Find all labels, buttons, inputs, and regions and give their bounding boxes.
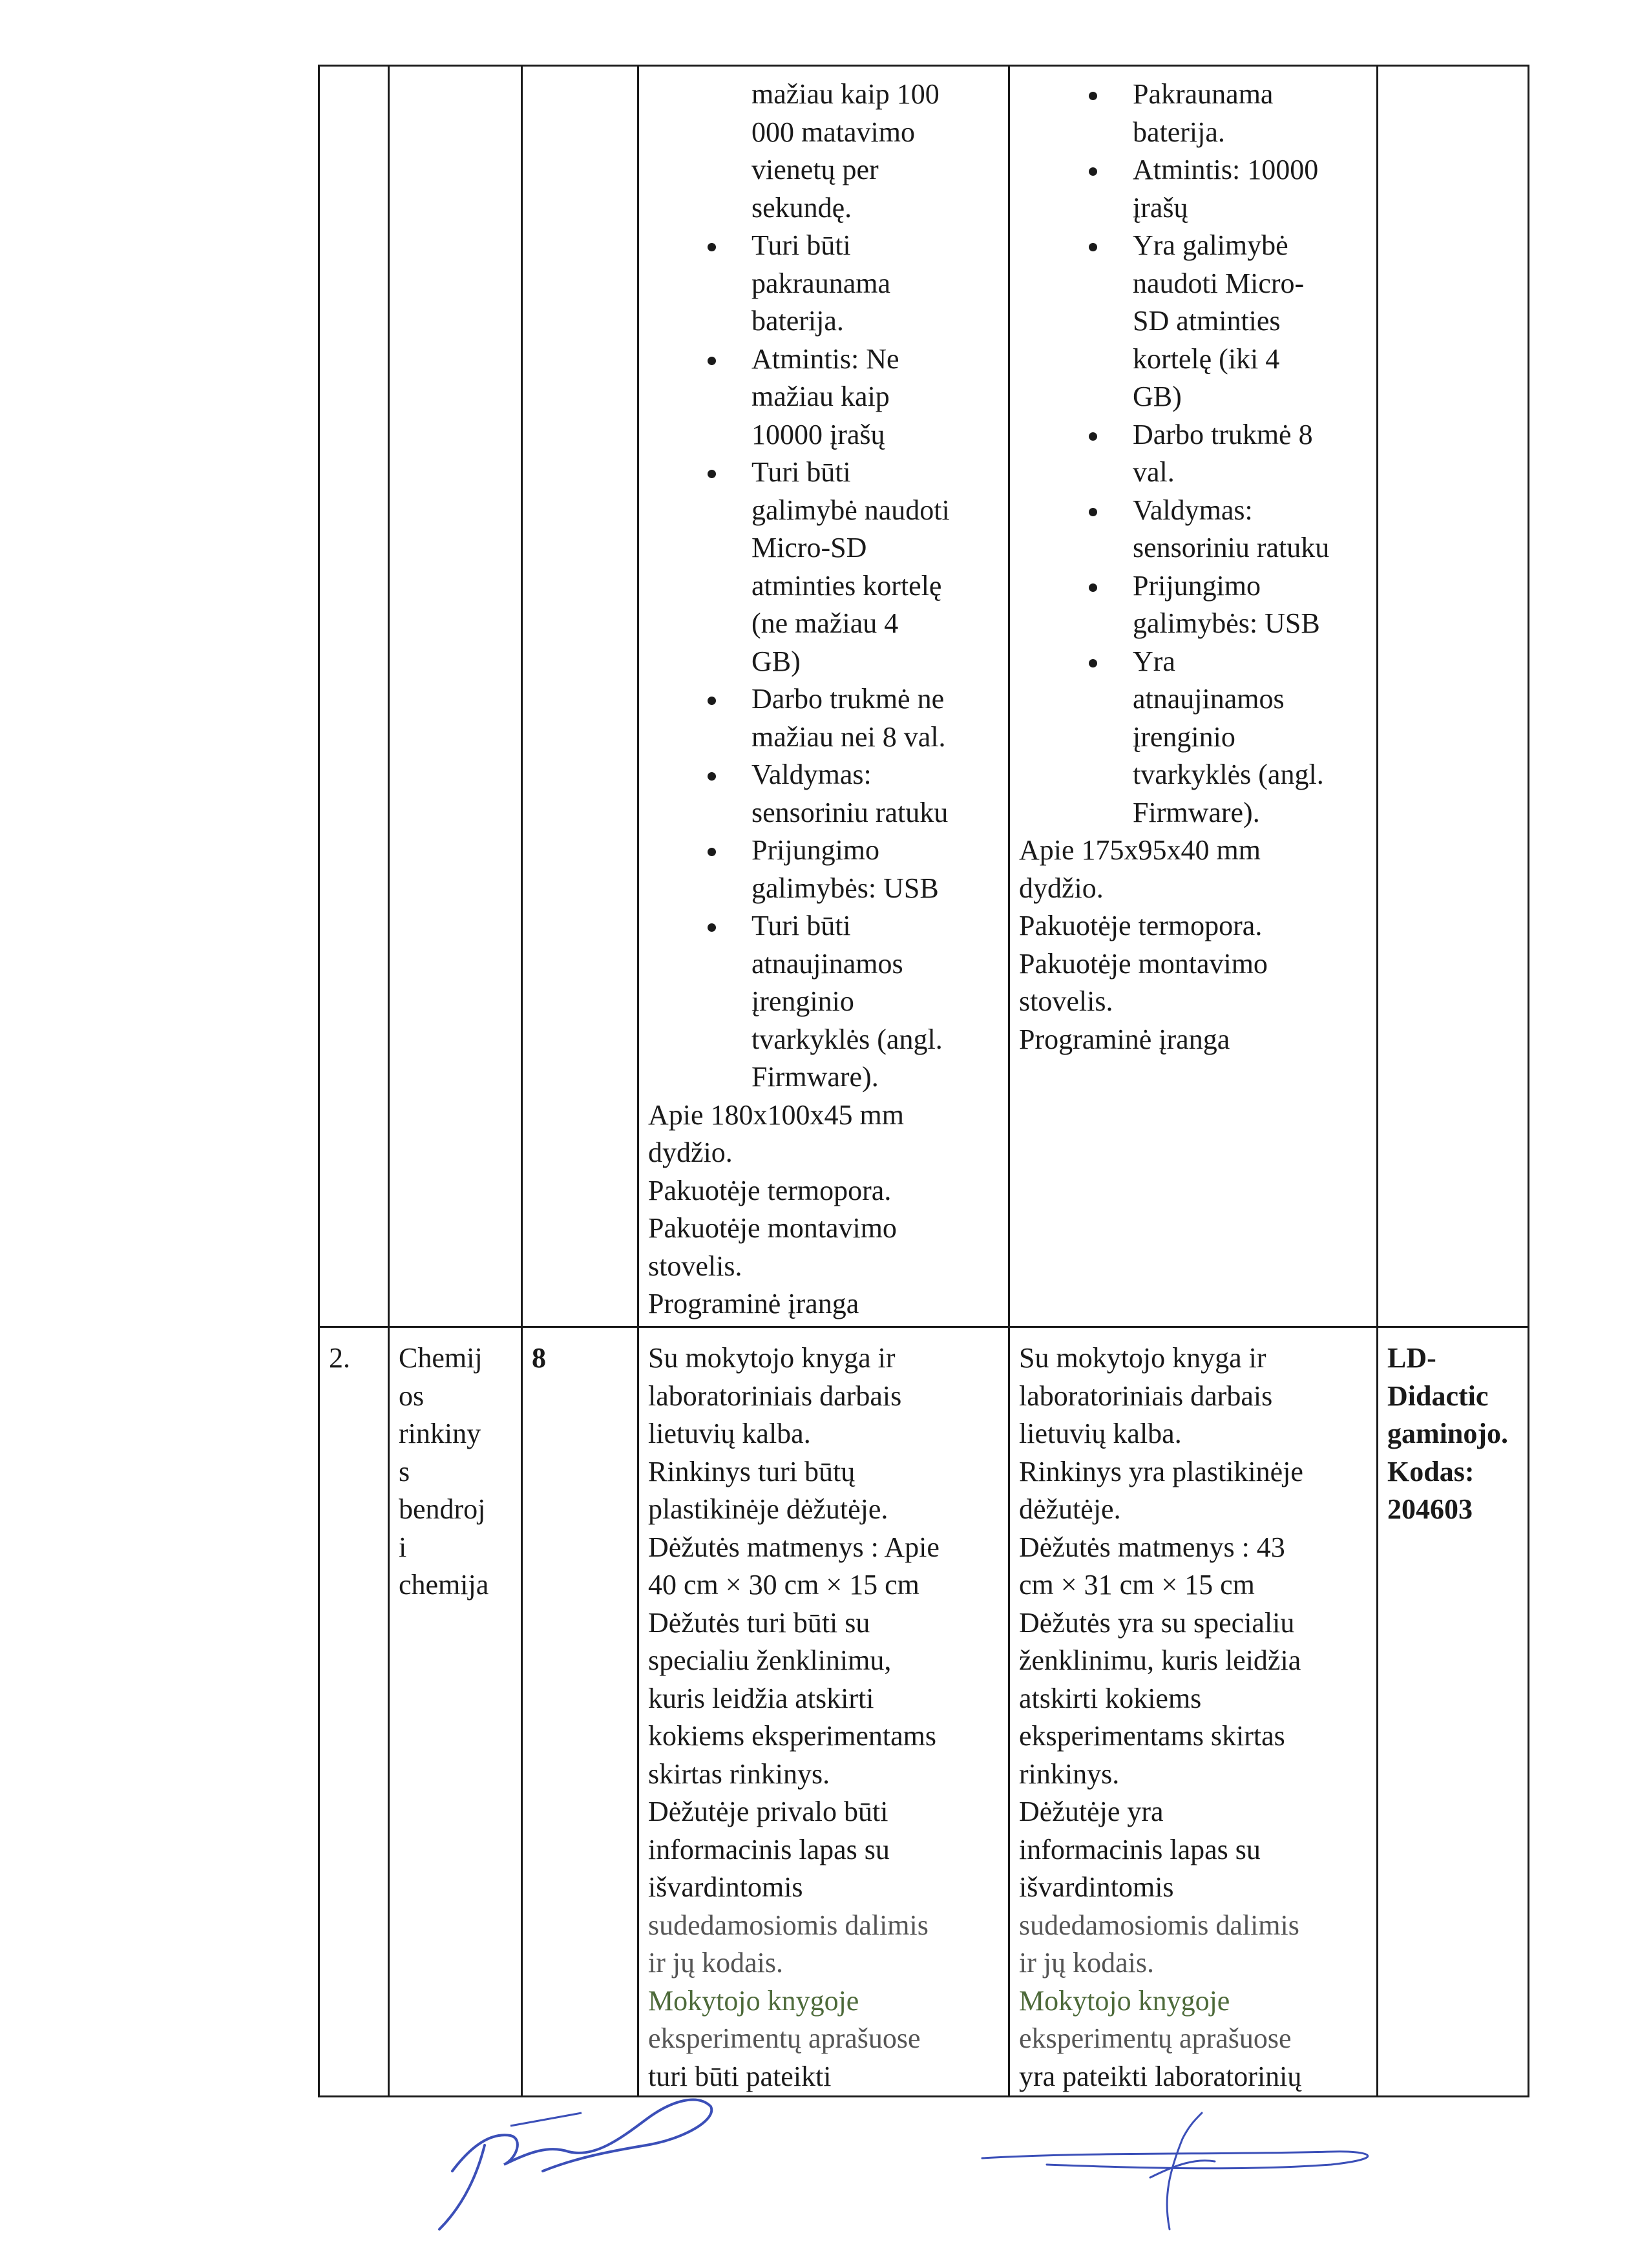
text-line: Apie 180x100x45 mm bbox=[648, 1098, 904, 1131]
text-line: Valdymas: bbox=[751, 759, 872, 790]
text-line: rinkiny bbox=[399, 1418, 481, 1449]
list-item bbox=[1133, 76, 1367, 151]
item-name-cell bbox=[389, 66, 522, 1327]
text-line: ženklinimu, kuris leidžia bbox=[1019, 1644, 1301, 1676]
item-name-cell bbox=[389, 1327, 522, 2097]
text-line: informacinis lapas su bbox=[648, 1833, 890, 1865]
text-line: SD atminties bbox=[1133, 305, 1281, 337]
text-line: eksperimentams skirtas bbox=[1019, 1720, 1285, 1752]
quantity-value: 8 bbox=[532, 1342, 546, 1374]
text-line: Pakuotėje montavimo bbox=[1019, 947, 1268, 980]
offer-bullet-list bbox=[1019, 76, 1367, 832]
text-line: atskirti kokiems bbox=[1019, 1682, 1202, 1714]
text-line: yra pateikti laboratorinių bbox=[1019, 2060, 1302, 2092]
text-line: bendroj bbox=[399, 1493, 486, 1525]
text-line: LD-Didactic bbox=[1387, 1342, 1489, 1412]
text-line: informacinis lapas su bbox=[1019, 1833, 1261, 1865]
text-line: 40 cm × 30 cm × 15 cm bbox=[648, 1569, 919, 1601]
text-line: Dėžutės matmenys : Apie bbox=[648, 1531, 940, 1563]
requirements-cell bbox=[638, 66, 1009, 1327]
text-line: galimybės: USB bbox=[751, 872, 939, 904]
list-item bbox=[1133, 567, 1367, 643]
text-line: pakraunama bbox=[751, 267, 890, 299]
text-line: Pakuotėje termopora. bbox=[1019, 910, 1263, 941]
list-item bbox=[751, 227, 999, 341]
quantity-cell bbox=[522, 66, 638, 1327]
text-line: plastikinėje dėžutėje. bbox=[648, 1493, 888, 1525]
text-line: Dėžutėje yra bbox=[1019, 1796, 1164, 1827]
row-number-cell bbox=[319, 66, 389, 1327]
text-line: Dėžutės yra su specialiu bbox=[1019, 1606, 1295, 1639]
table-row bbox=[319, 1327, 1529, 2097]
text-line: mažiau kaip 100 bbox=[751, 78, 940, 110]
text-line: Rinkinys turi būtų bbox=[648, 1455, 856, 1487]
text-line: Pakuotėje montavimo bbox=[648, 1212, 897, 1244]
text-line: tvarkyklės (angl. bbox=[1133, 759, 1324, 790]
text-line: (ne mažiau 4 bbox=[751, 607, 899, 639]
text-line: laboratoriniais darbais bbox=[1019, 1380, 1273, 1412]
list-item bbox=[751, 454, 999, 680]
text-line: sekundę. bbox=[751, 191, 852, 224]
text-line: Dėžutėje privalo būti bbox=[648, 1796, 888, 1827]
quantity-cell bbox=[522, 1327, 638, 2097]
text-line: os bbox=[399, 1380, 425, 1412]
text-line: lietuvių kalba. bbox=[1019, 1418, 1182, 1449]
text-line: i bbox=[399, 1531, 407, 1563]
list-item bbox=[751, 341, 999, 454]
specification-table bbox=[318, 65, 1529, 2097]
list-item bbox=[1133, 643, 1367, 832]
text-line: baterija. bbox=[1133, 116, 1225, 148]
text-line: Mokytojo knygoje bbox=[1019, 1984, 1230, 2017]
text-line: Dėžutės matmenys : 43 bbox=[1019, 1531, 1285, 1563]
text-line: Darbo trukmė ne bbox=[751, 683, 945, 715]
list-item bbox=[751, 756, 999, 832]
text-line: Apie 175x95x40 mm bbox=[1019, 834, 1261, 866]
text-line: atnaujinamos bbox=[1133, 683, 1285, 715]
text-line: Turi būti bbox=[751, 456, 851, 488]
text-line: Prijungimo bbox=[1133, 569, 1261, 602]
text-line: naudoti Micro- bbox=[1133, 267, 1305, 299]
text-line: įrašų bbox=[1133, 191, 1188, 224]
text-line: 10000 įrašų bbox=[751, 418, 885, 450]
list-item bbox=[1133, 492, 1367, 567]
text-line: kuris leidžia atskirti bbox=[648, 1682, 874, 1714]
requirements-bullet-list bbox=[648, 227, 999, 1097]
text-line: cm × 31 cm × 15 cm bbox=[1019, 1569, 1255, 1601]
signature-left bbox=[414, 2074, 801, 2242]
text-line: galimybė naudoti bbox=[751, 494, 950, 526]
text-line: Rinkinys yra plastikinėje bbox=[1019, 1455, 1303, 1487]
signature-right bbox=[969, 2100, 1422, 2249]
text-line: tvarkyklės (angl. bbox=[751, 1023, 943, 1055]
list-item bbox=[751, 832, 999, 907]
text-line: skirtas rinkinys. bbox=[648, 1758, 830, 1790]
row-number: 2. bbox=[329, 1342, 350, 1374]
text-line: kokiems eksperimentams bbox=[648, 1720, 937, 1752]
text-line: Valdymas: bbox=[1133, 494, 1253, 526]
list-item bbox=[1133, 151, 1367, 227]
text-line: Atmintis: Ne bbox=[751, 342, 899, 375]
text-line: įrenginio bbox=[751, 985, 854, 1017]
text-line: Pakuotėje termopora. bbox=[648, 1174, 892, 1206]
table-row bbox=[319, 66, 1529, 1327]
text-line: s bbox=[399, 1455, 410, 1487]
text-line: gaminojo. bbox=[1387, 1418, 1508, 1449]
text-line: Micro-SD bbox=[751, 532, 867, 563]
list-item bbox=[1133, 227, 1367, 416]
offer-cell bbox=[1009, 66, 1378, 1327]
row-number-cell bbox=[319, 1327, 389, 2097]
text-line: specialiu ženklinimu, bbox=[648, 1644, 892, 1676]
text-line: chemija bbox=[399, 1569, 489, 1601]
text-line: Pakraunama bbox=[1133, 78, 1274, 110]
text-line: ir jų kodais. bbox=[648, 1947, 783, 1979]
text-line: sensoriniu ratuku bbox=[751, 796, 949, 828]
text-line: kortelę (iki 4 bbox=[1133, 342, 1280, 375]
text-line: rinkinys. bbox=[1019, 1758, 1120, 1790]
text-line: dydžio. bbox=[648, 1137, 733, 1168]
text-line: mažiau nei 8 val. bbox=[751, 720, 946, 753]
text-line: Turi būti bbox=[751, 910, 851, 941]
text-line: išvardintomis bbox=[1019, 1871, 1174, 1903]
list-item bbox=[1133, 416, 1367, 492]
text-line: Turi būti bbox=[751, 229, 851, 261]
text-line: Programinė įranga bbox=[648, 1288, 859, 1319]
text-line: Atmintis: 10000 bbox=[1133, 154, 1319, 185]
text-line: galimybės: USB bbox=[1133, 607, 1320, 639]
text-line: sensoriniu ratuku bbox=[1133, 532, 1330, 563]
text-line: 000 matavimo bbox=[751, 116, 915, 148]
text-line: laboratoriniais darbais bbox=[648, 1380, 902, 1412]
text-line: Su mokytojo knyga ir bbox=[648, 1342, 896, 1374]
text-line: dėžutėje. bbox=[1019, 1493, 1121, 1525]
requirements-cell bbox=[638, 1327, 1009, 2097]
text-line: Yra galimybė bbox=[1133, 229, 1288, 261]
text-line: vienetų per bbox=[751, 154, 879, 185]
offer-cell bbox=[1009, 1327, 1378, 2097]
text-line: Prijungimo bbox=[751, 834, 880, 866]
text-line: GB) bbox=[751, 645, 801, 677]
requirements-tail bbox=[648, 1097, 999, 1323]
list-item bbox=[751, 680, 999, 756]
offer-tail bbox=[1019, 832, 1367, 1058]
text-line: val. bbox=[1133, 456, 1175, 488]
text-line: eksperimentų aprašuose bbox=[648, 2022, 921, 2054]
text-line: atnaujinamos bbox=[751, 947, 903, 980]
text-line: Su mokytojo knyga ir bbox=[1019, 1342, 1266, 1374]
text-line: GB) bbox=[1133, 381, 1182, 412]
text-line: Chemij bbox=[399, 1342, 483, 1374]
text-line: Programinė įranga bbox=[1019, 1023, 1230, 1055]
text-line: Kodas: 204603 bbox=[1387, 1455, 1475, 1525]
text-line: Firmware). bbox=[1133, 796, 1260, 828]
text-line: stovelis. bbox=[648, 1250, 742, 1282]
text-line: sudedamosiomis dalimis bbox=[1019, 1909, 1299, 1941]
text-line: sudedamosiomis dalimis bbox=[648, 1909, 929, 1941]
manufacturer-cell bbox=[1378, 66, 1529, 1327]
text-line: Firmware). bbox=[751, 1061, 879, 1093]
text-line: lietuvių kalba. bbox=[648, 1418, 811, 1449]
manufacturer-cell bbox=[1378, 1327, 1529, 2097]
text-line: išvardintomis bbox=[648, 1871, 803, 1903]
text-line: Darbo trukmė 8 bbox=[1133, 418, 1313, 450]
text-line: mažiau kaip bbox=[751, 381, 890, 412]
text-line: baterija. bbox=[751, 305, 844, 337]
text-line: įrenginio bbox=[1133, 720, 1235, 753]
text-line: stovelis. bbox=[1019, 985, 1113, 1017]
list-item bbox=[751, 907, 999, 1097]
text-line: eksperimentų aprašuose bbox=[1019, 2022, 1292, 2054]
text-line: Mokytojo knygoje bbox=[648, 1984, 859, 2017]
text-line: Yra bbox=[1133, 645, 1175, 677]
text-line: Dėžutės turi būti su bbox=[648, 1606, 870, 1639]
text-line: turi būti pateikti bbox=[648, 2060, 832, 2092]
text-line: dydžio. bbox=[1019, 872, 1104, 904]
text-line: ir jų kodais. bbox=[1019, 1947, 1154, 1979]
text-line: atminties kortelę bbox=[751, 569, 942, 602]
